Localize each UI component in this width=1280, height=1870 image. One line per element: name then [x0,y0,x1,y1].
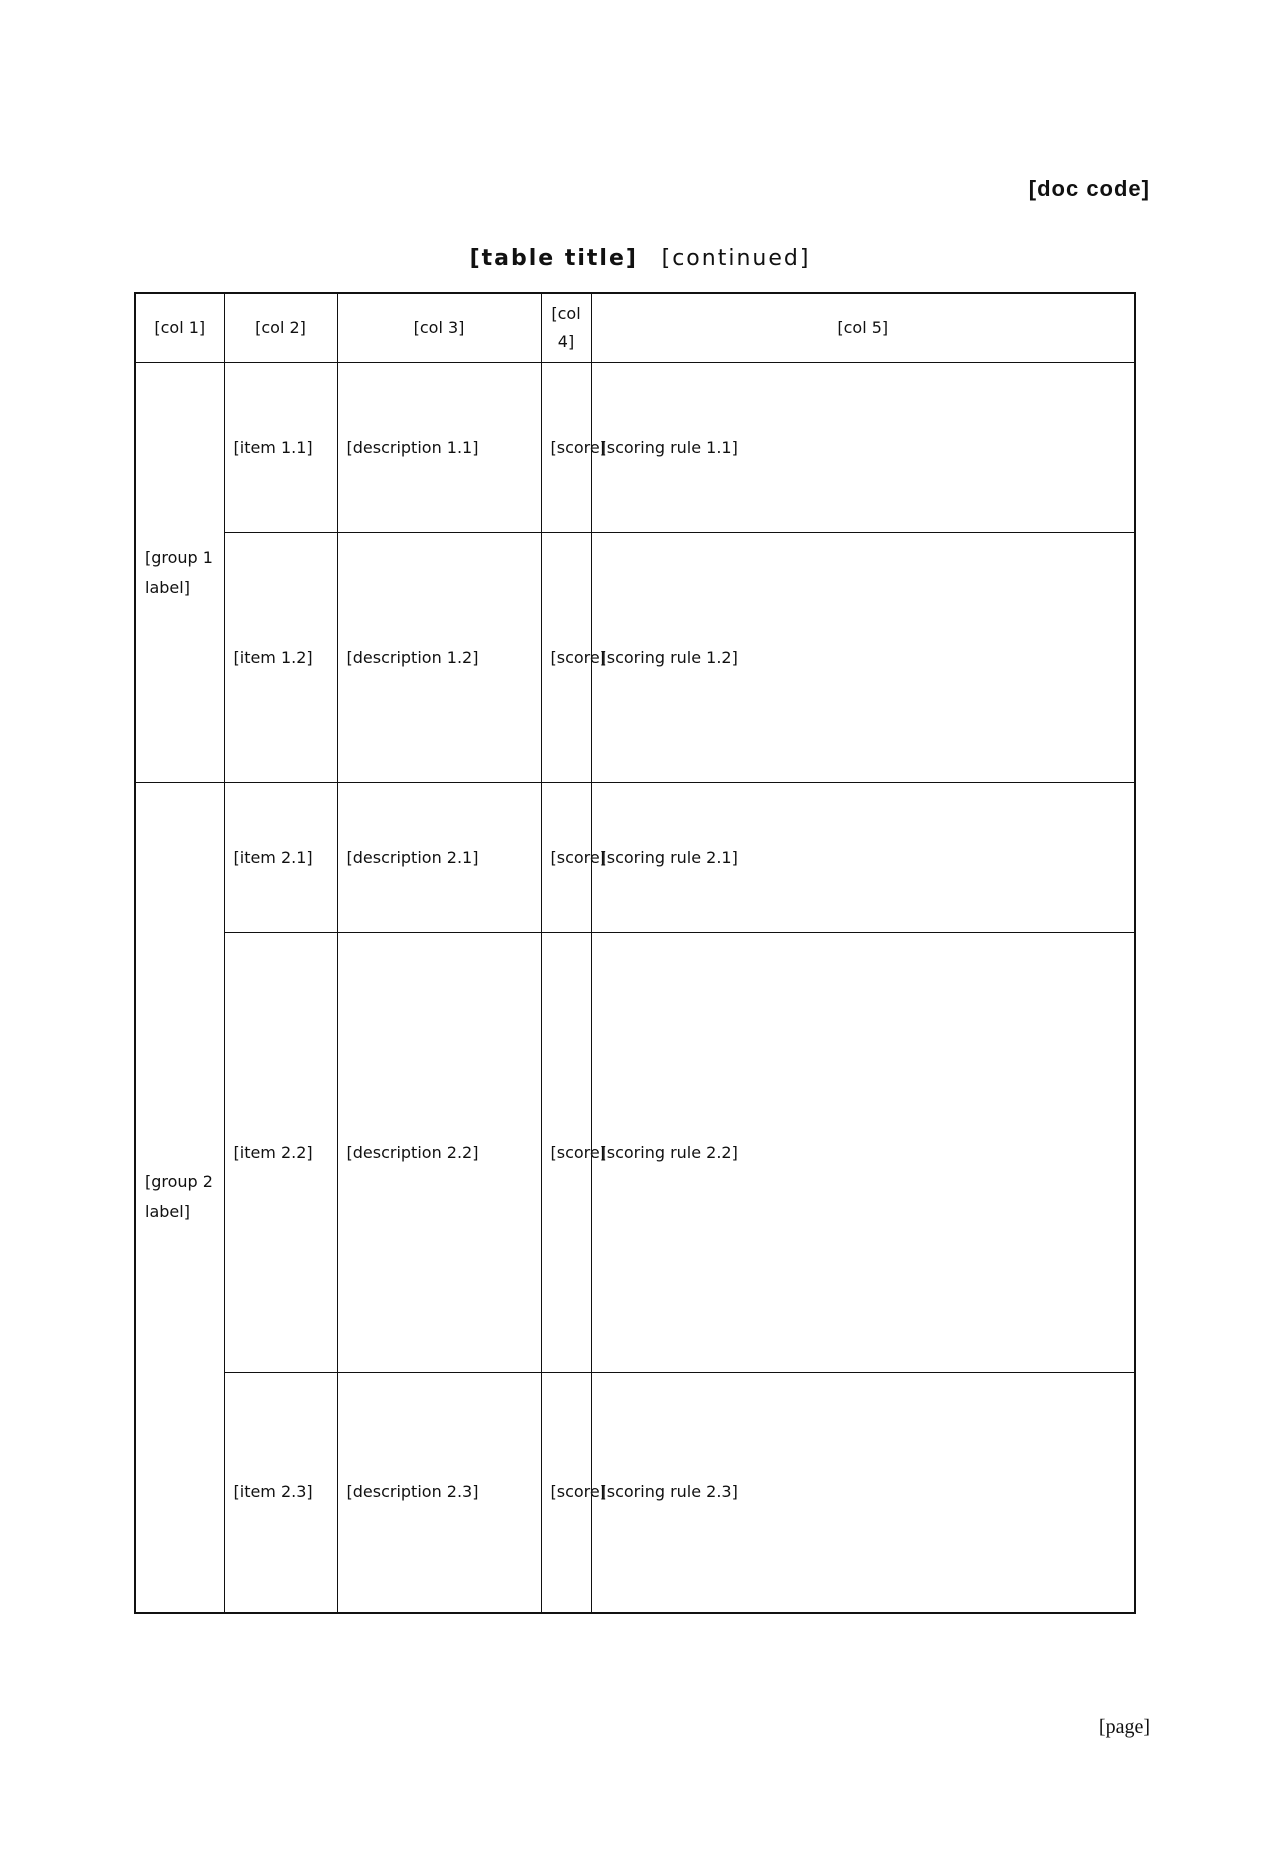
description-cell: [description 2.2] [337,933,541,1373]
evaluation-table [134,292,1136,1614]
header-scoring-rule: [col 5] [591,293,1135,363]
header-level1: [col 1] [135,293,224,363]
description-cell: [description 1.2] [337,533,541,783]
max-score-cell: [score] [541,363,591,533]
level1-cell: [group 2 label] [135,783,224,1613]
scoring-rule-cell: [scoring rule 1.2] [591,533,1135,783]
scoring-rule-cell: [scoring rule 2.1] [591,783,1135,933]
scoring-rule-cell: [scoring rule 2.3] [591,1373,1135,1613]
page-number: [page] [1098,1716,1150,1738]
table-header-row [135,293,1135,363]
description-cell: [description 2.1] [337,783,541,933]
header-max-score: [col 4] [541,293,591,363]
scoring-rule-cell: [scoring rule 2.2] [591,933,1135,1373]
level2-cell: [item 1.2] [224,533,337,783]
max-score-cell: [score] [541,783,591,933]
table-row [135,783,1135,933]
max-score-cell: [score] [541,533,591,783]
table-continued-label: [continued] [661,246,811,271]
header-level2: [col 2] [224,293,337,363]
document-code: [doc code] [1028,176,1150,201]
scoring-rule-cell: [scoring rule 1.1] [591,363,1135,533]
level2-cell: [item 2.3] [224,1373,337,1613]
max-score-cell: [score] [541,933,591,1373]
max-score-cell: [score] [541,1373,591,1613]
table-caption [0,246,1280,271]
table-row [135,1373,1135,1613]
header-level2-description: [col 3] [337,293,541,363]
level2-cell: [item 1.1] [224,363,337,533]
table-row [135,533,1135,783]
table-row [135,933,1135,1373]
level1-cell: [group 1 label] [135,363,224,783]
level2-cell: [item 2.2] [224,933,337,1373]
table-row [135,363,1135,533]
description-cell: [description 1.1] [337,363,541,533]
level2-cell: [item 2.1] [224,783,337,933]
table-title: [table title] [469,246,638,271]
description-cell: [description 2.3] [337,1373,541,1613]
